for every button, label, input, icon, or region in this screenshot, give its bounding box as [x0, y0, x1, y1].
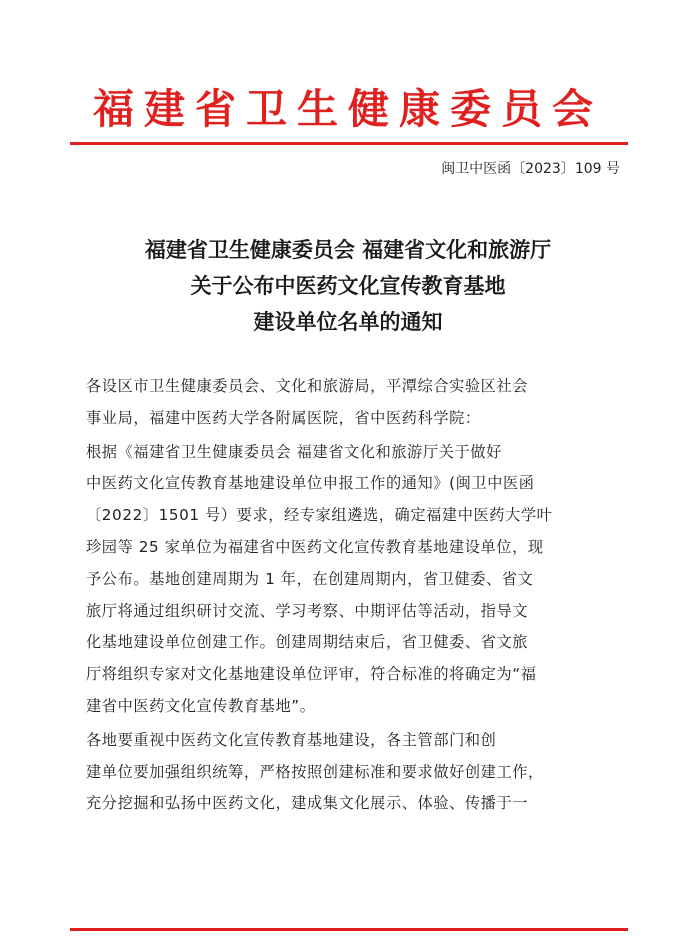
footer-red-rule — [70, 928, 628, 931]
paragraph-line: 旅厅将通过组织研讨交流、学习考察、中期评估等活动，指导文 — [86, 601, 529, 620]
paragraph-line: 建单位要加强组织统筹，严格按照创建标准和要求做好创建工作， — [86, 762, 544, 781]
title-line: 建设单位名单的通知 — [253, 309, 443, 334]
paragraph-line: 各地要重视中医药文化宣传教育基地建设，各主管部门和创 — [86, 730, 497, 749]
paragraph-line: 充分挖掘和弘扬中医药文化，建成集文化展示、体验、传播于一 — [86, 794, 529, 813]
document-title — [70, 232, 626, 340]
paragraph-line: 珍园等 25 家单位为福建省中医药文化宣传教育基地建设单位，现 — [86, 537, 544, 556]
addressee-line: 各设区市卫生健康委员会、文化和旅游局，平潭综合实验区社会 — [86, 377, 529, 395]
title-line: 福建省卫生健康委员会 福建省文化和旅游厅 — [144, 237, 552, 262]
paragraph-line: 〔2022〕1501 号）要求，经专家组遴选，确定福建中医药大学叶 — [86, 506, 553, 525]
title-line: 关于公布中医药文化宣传教育基地 — [190, 273, 506, 298]
paragraph-line: 厅将组织专家对文化基地建设单位评审，符合标准的将确定为“福 — [86, 665, 537, 684]
addressee-line: 事业局，福建中医药大学各附属医院，省中医药科学院： — [86, 408, 481, 427]
paragraph-line: 建省中医药文化宣传教育基地”。 — [86, 696, 316, 715]
document-body — [86, 371, 620, 820]
paragraph-line: 中医药文化宣传教育基地建设单位申报工作的通知》(闽卫中医函 — [86, 474, 535, 493]
org-header: 福建省卫生健康委员会 — [93, 85, 603, 133]
paragraph-line: 根据《福建省卫生健康委员会 福建省文化和旅游厅关于做好 — [86, 442, 502, 461]
paragraph-line: 予公布。基地创建周期为 1 年，在创建周期内，省卫健委、省文 — [86, 569, 534, 588]
header-red-rule — [70, 142, 628, 145]
paragraph-line: 化基地建设单位创建工作。创建周期结束后，省卫健委、省文旅 — [86, 633, 529, 652]
document-number: 闽卫中医函〔2023〕109 号 — [441, 161, 620, 177]
